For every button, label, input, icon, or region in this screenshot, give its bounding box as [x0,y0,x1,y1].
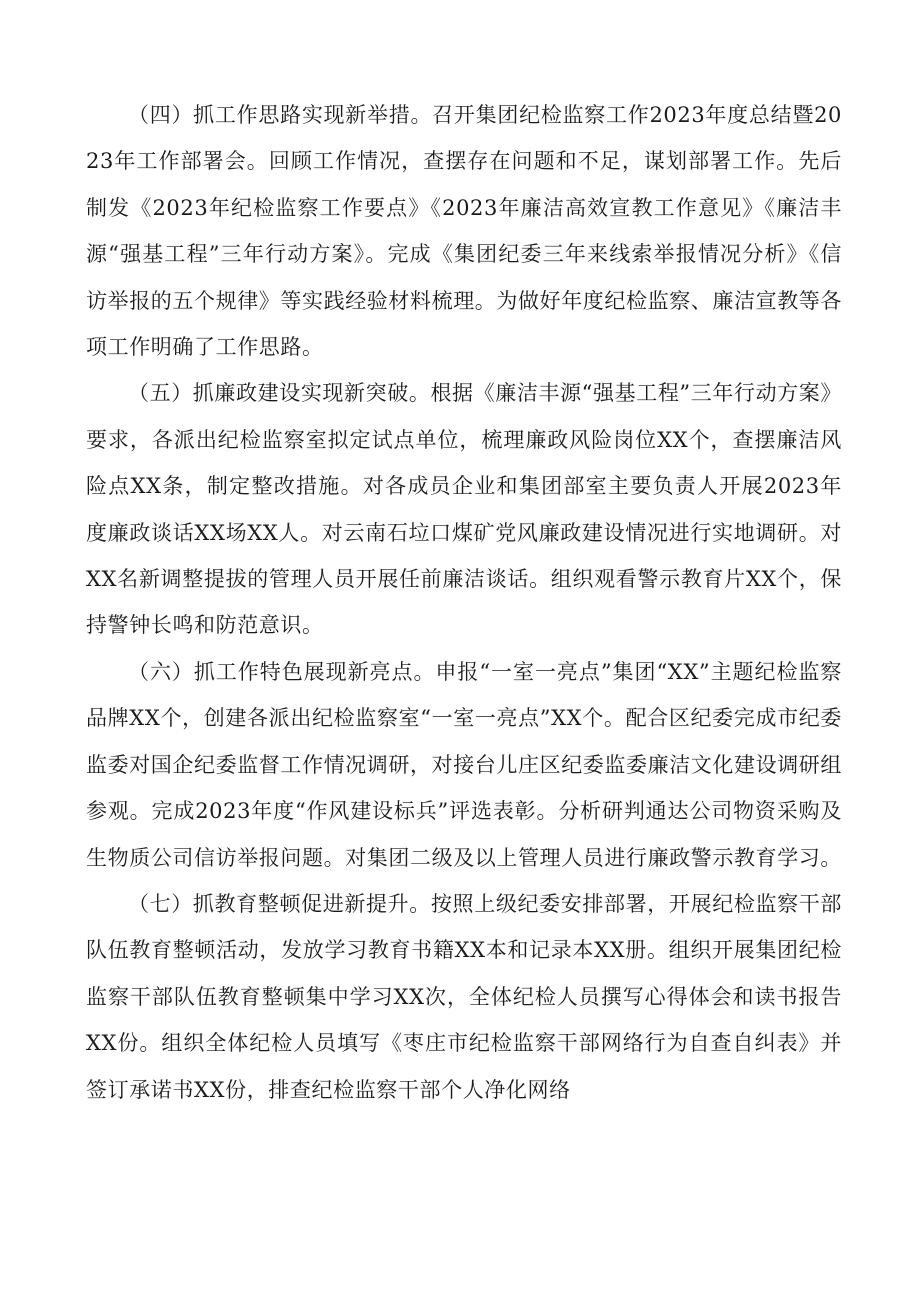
paragraph-4-work-ideas: （四）抓工作思路实现新举措。召开集团纪检监察工作2023年度总结暨2023年工作部署会。回顾工作情况，查摆存在问题和不足，谋划部署工作。先后制发《2023年纪检监察工作要点》《2023年廉洁高效宣教工作意见》《廉洁丰源“强基工程”三年行动方案》。完成《集团纪委三年来线索举报情况分析》《信访举报的五个规律》等实践经验材料梳理。为做好年度纪检监察、廉洁宣教等各项工作明确了工作思路。 [86,103,842,360]
document-body [86,92,842,1113]
paragraph-7-education-rectification: （七）抓教育整顿促进新提升。按照上级纪委安排部署，开展纪检监察干部队伍教育整顿活动，发放学习教育书籍XX本和记录本XX册。组织开展集团纪检监察干部队伍教育整顿集中学习XX次，全体纪检人员撰写心得体会和读书报告XX份。组织全体纪检人员填写《枣庄市纪检监察干部网络行为自查自纠表》并签订承诺书XX份，排查纪检监察干部个人净化网络 [86,891,842,1102]
paragraph-5-integrity-building: （五）抓廉政建设实现新突破。根据《廉洁丰源“强基工程”三年行动方案》要求，各派出纪检监察室拟定试点单位，梳理廉政风险岗位XX个，查摆廉洁风险点XX条，制定整改措施。对各成员企业和集团部室主要负责人开展2023年度廉政谈话XX场XX人。对云南石垃口煤矿党风廉政建设情况进行实地调研。对XX名新调整提拔的管理人员开展任前廉洁谈话。组织观看警示教育片XX个，保持警钟长鸣和防范意识。 [86,381,842,638]
paragraph-6-work-highlights: （六）抓工作特色展现新亮点。申报“一室一亮点”集团“XX”主题纪检监察品牌XX个，创建各派出纪检监察室“一室一亮点”XX个。配合区纪委完成市纪委监委对国企纪委监督工作情况调研，对接台儿庄区纪委监委廉洁文化建设调研组参观。完成2023年度“作风建设标兵”评选表彰。分析研判通达公司物资采购及生物质公司信访举报问题。对集团二级及以上管理人员进行廉政警示教育学习。 [86,659,842,870]
